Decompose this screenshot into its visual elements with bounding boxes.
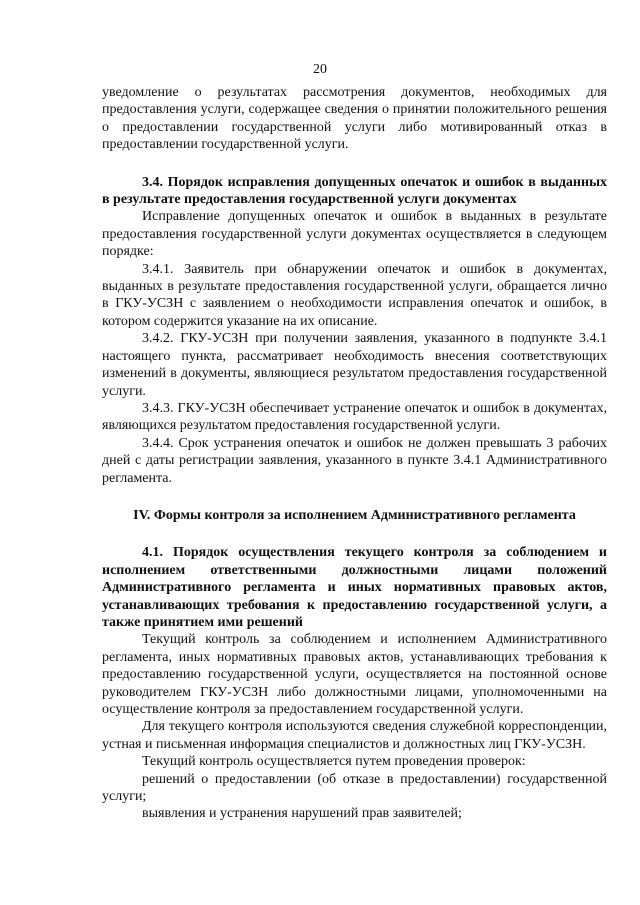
paragraph-4-1-e: выявления и устранения нарушений прав заявителей;: [142, 806, 462, 822]
paragraph-3-4-4: 3.4.4. Срок устранения опечаток и ошибок не должен превышать 3 рабочих дней с даты регистрации заявления, указанного в пункте 3.4.1 Административного регламента.: [102, 435, 607, 486]
paragraph-4-1-a: Текущий контроль за соблюдением и исполнением Административного регламента, иных нормативных правовых актов, устанавливающих требования к предоставлению государственной услуги, осуществляется на постоянной основе руководителем ГКУ-УСЗН либо должностными лицами, уполномоченными на осуществление контроля за предоставлением государственной услуги.: [102, 632, 607, 717]
section-iv-heading: IV. Формы контроля за исполнением Административного регламента: [133, 507, 576, 523]
paragraph-3-4-1: 3.4.1. Заявитель при обнаружении опечаток и ошибок в документах, выданных в результате предоставления государственной услуги, обращается лично в ГКУ-УСЗН с заявлением о необходимости исправления опечаток и ошибок, в котором содержится указание на их описание.: [102, 261, 607, 329]
paragraph-4-1-d: решений о предоставлении (об отказе в предоставлении) государственной услуги;: [102, 771, 607, 805]
paragraph-4-1-b: Для текущего контроля используются сведения служебной корреспонденции, устная и письменная информация специалистов и должностных лиц ГКУ-УСЗН.: [102, 719, 607, 752]
heading-3-4: 3.4. Порядок исправления допущенных опечаток и ошибок в выданных в результате предоставления государственной услуги документах: [102, 174, 607, 208]
heading-4-1: 4.1. Порядок осуществления текущего контроля за соблюдением и исполнением ответственными должностными лицами положений Административного регламента и иных нормативных правовых актов, устанавливающих требования к предоставлению государственной услуги, а также принятием ими решений: [102, 545, 607, 630]
paragraph-3-4-2: 3.4.2. ГКУ-УСЗН при получении заявления, указанного в подпункте 3.4.1 настоящего пункта, рассматривает необходимость внесения соответствующих изменений в документы, являющиеся результатом предоставления государственной услуги.: [102, 331, 607, 399]
paragraph-4-1-c: Текущий контроль осуществляется путем проведения проверок:: [142, 754, 526, 770]
paragraph-3-4-a: Исправление допущенных опечаток и ошибок в выданных в результате предоставления государственной услуги документах осуществляется в следующем порядке:: [102, 209, 607, 260]
page-number: 20: [313, 62, 327, 77]
page-body: [102, 84, 607, 823]
paragraph-3-4-3: 3.4.3. ГКУ-УСЗН обеспечивает устранение опечаток и ошибок в документах, являющихся результатом предоставления государственной услуги.: [102, 400, 607, 434]
paragraph-intro: уведомление о результатах рассмотрения документов, необходимых для предоставления услуги, содержащее сведения о принятии положительного решения о предоставлении государственной услуги либо мотивированный отказ в предоставлении государственной услуги.: [102, 85, 607, 153]
